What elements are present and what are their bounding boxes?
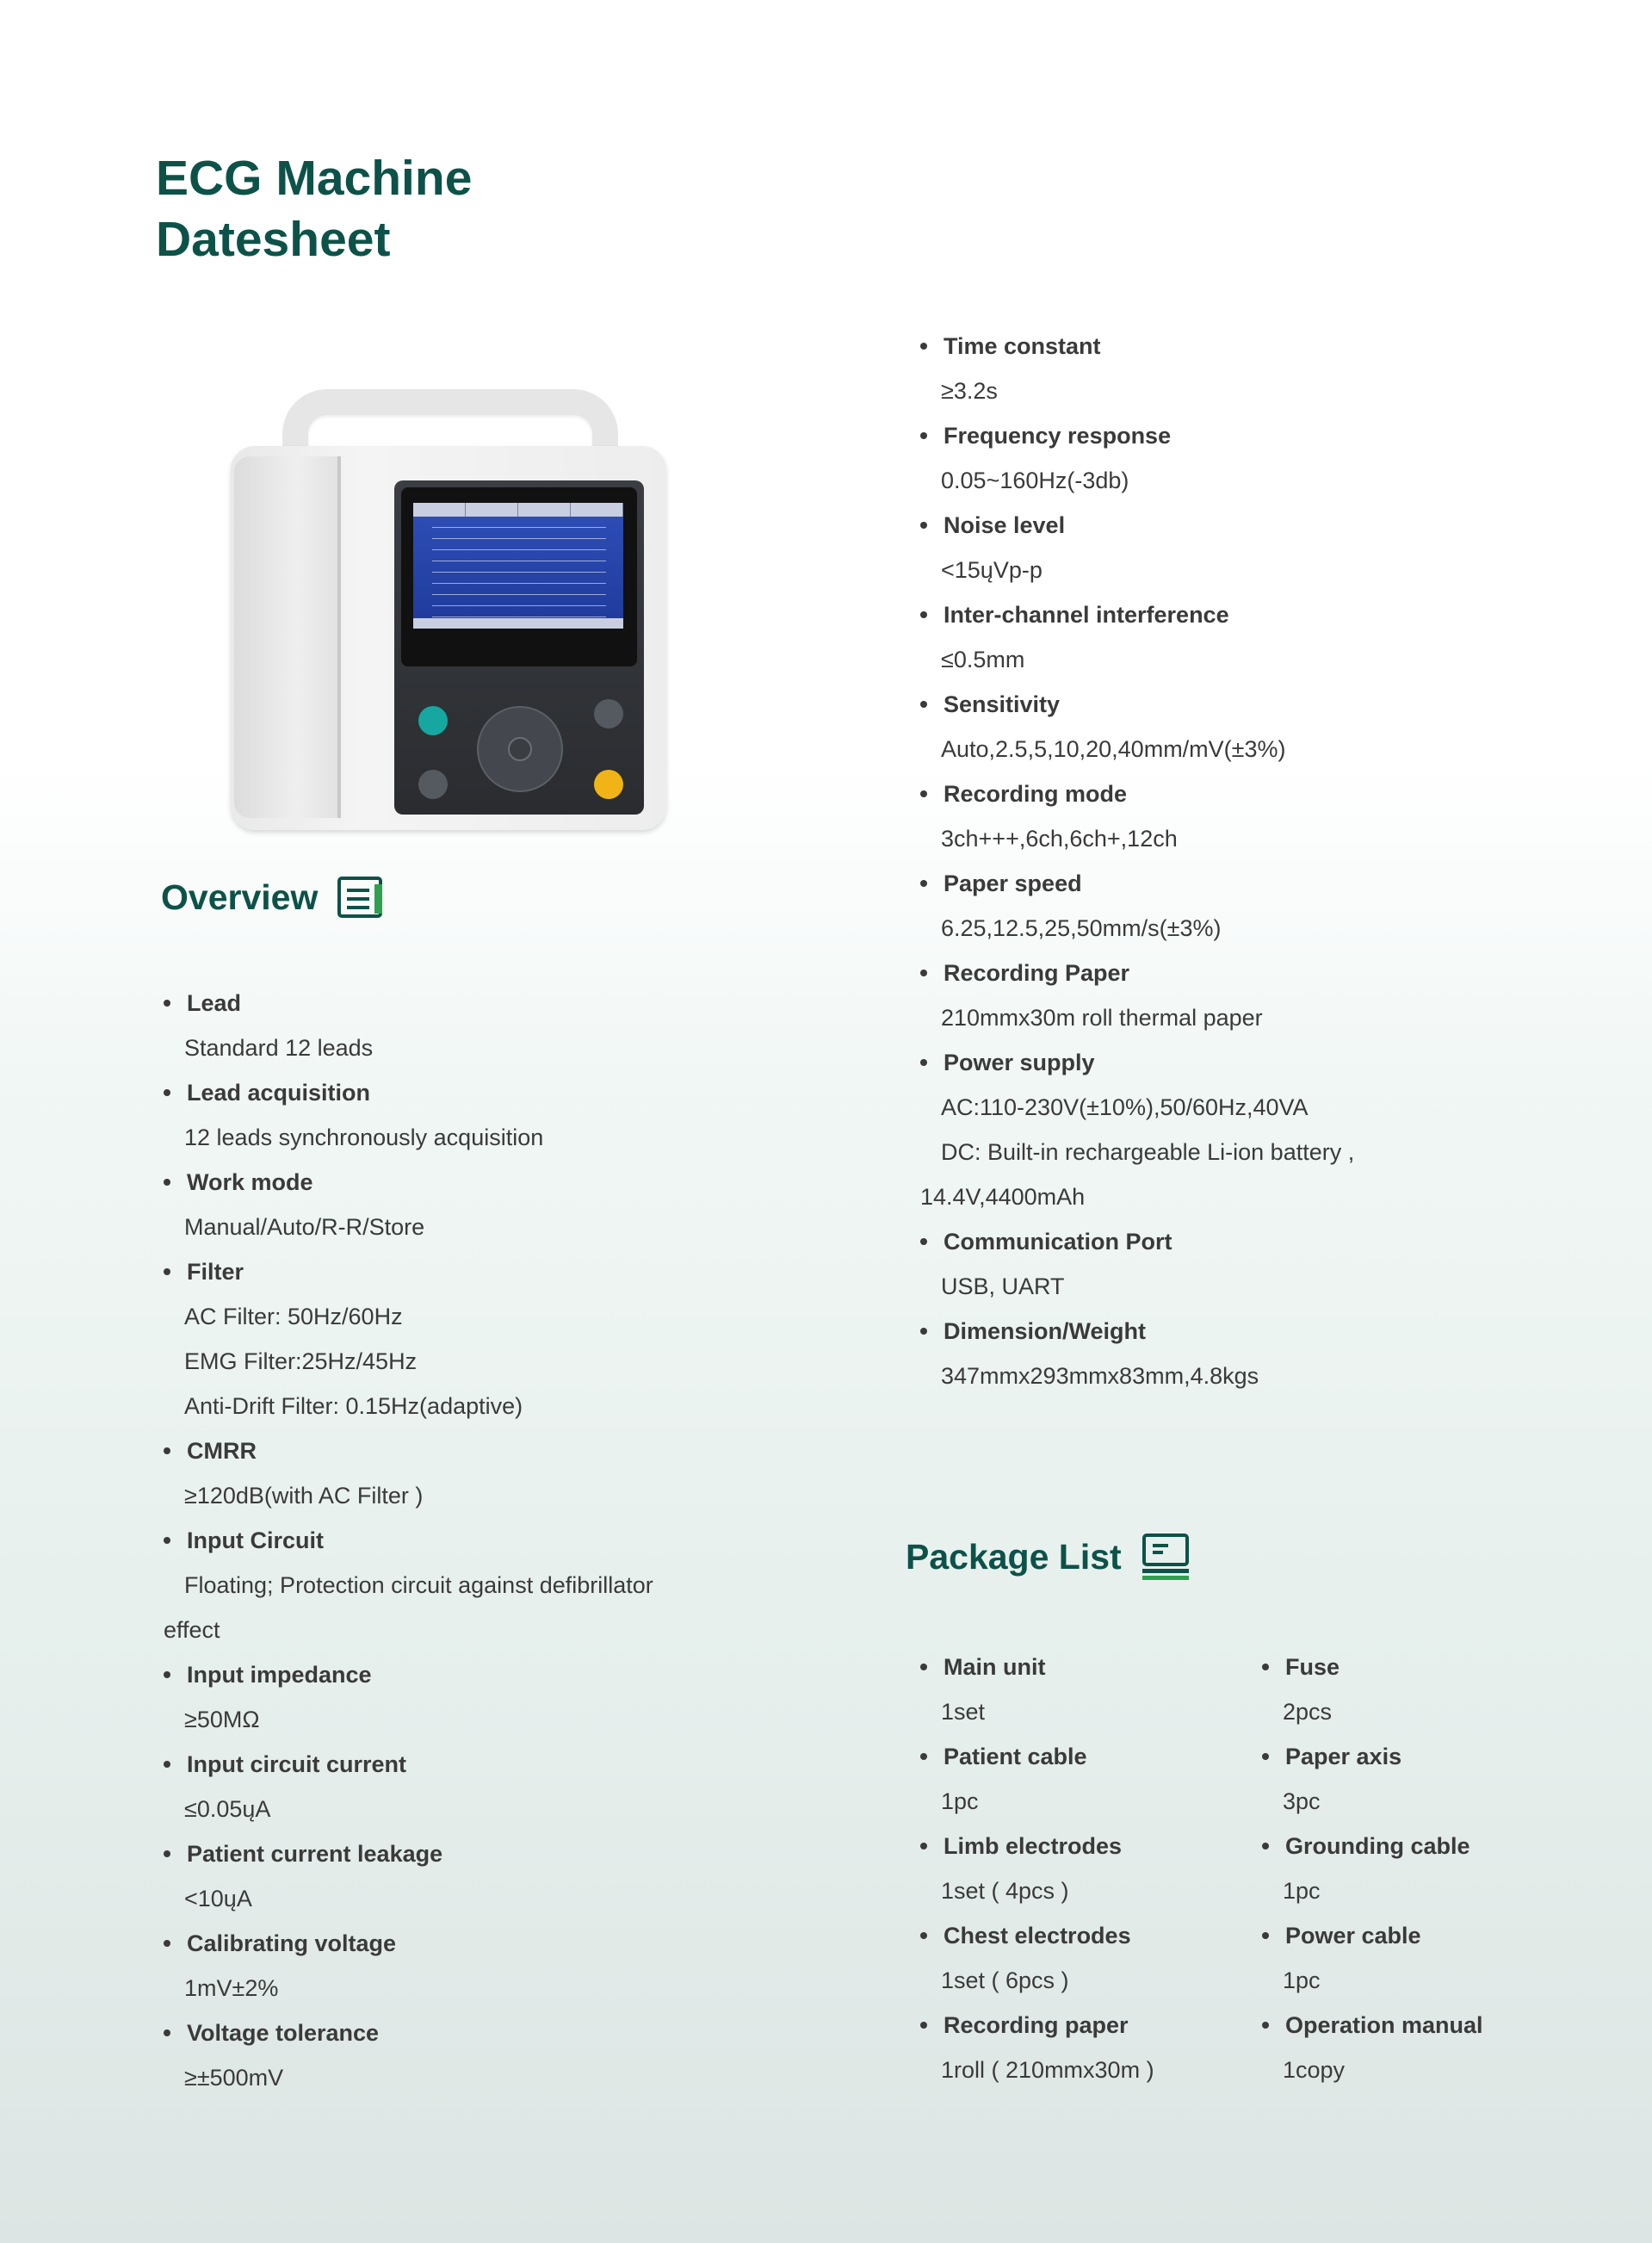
overview-heading <box>161 876 387 919</box>
spec-value: ≥120dB(with AC Filter ) <box>184 1483 424 1509</box>
laptop-icon <box>1141 1533 1191 1581</box>
spec-item <box>920 413 1540 503</box>
spec-label: Patient cable <box>920 1734 1247 1779</box>
spec-value: Auto,2.5,5,10,20,40mm/mV(±3%) <box>941 736 1286 762</box>
spec-value: 3pc <box>1283 1788 1321 1814</box>
spec-value: AC Filter: 50Hz/60Hz <box>184 1304 403 1329</box>
spec-item <box>1262 1645 1624 1734</box>
spec-item <box>164 1742 783 1831</box>
spec-value: 1roll ( 210mmx30m ) <box>941 2057 1154 2083</box>
spec-value: AC:110-230V(±10%),50/60Hz,40VA <box>941 1094 1309 1120</box>
spec-value: Floating; Protection circuit against defibrillator <box>184 1572 653 1598</box>
spec-value: Manual/Auto/R-R/Store <box>184 1214 425 1240</box>
spec-label: Limb electrodes <box>920 1824 1247 1868</box>
package-heading-text: Package List <box>906 1536 1122 1577</box>
spec-label: Filter <box>164 1249 783 1294</box>
spec-label: Input Circuit <box>164 1518 783 1563</box>
spec-item <box>164 1160 783 1249</box>
spec-label: Fuse <box>1262 1645 1624 1689</box>
spec-item <box>164 1831 783 1921</box>
spec-value: 1set ( 6pcs ) <box>941 1967 1069 1993</box>
spec-value: ≤0.05ųA <box>184 1796 271 1822</box>
spec-label: Grounding cable <box>1262 1824 1624 1868</box>
spec-value: 347mmx293mmx83mm,4.8kgs <box>941 1363 1259 1389</box>
spec-label: Paper axis <box>1262 1734 1624 1779</box>
device-screen <box>413 503 623 629</box>
spec-item <box>164 1652 783 1742</box>
spec-value: ≥50MΩ <box>184 1707 260 1732</box>
spec-label: Power cable <box>1262 1913 1624 1958</box>
spec-label: Noise level <box>920 503 1540 548</box>
device-control-panel <box>394 480 644 815</box>
spec-value-continued: effect <box>164 1617 220 1643</box>
spec-value: 1pc <box>1283 1967 1321 1993</box>
spec-item <box>1262 1824 1624 1913</box>
device-key-gray <box>418 770 448 799</box>
spec-label: Work mode <box>164 1160 783 1205</box>
spec-value-continued: 14.4V,4400mAh <box>920 1184 1086 1210</box>
spec-item <box>920 2003 1247 2092</box>
spec-item <box>920 1913 1247 2003</box>
spec-value: 6.25,12.5,25,50mm/s(±3%) <box>941 915 1222 941</box>
spec-value: 2pcs <box>1283 1699 1333 1725</box>
spec-item <box>1262 1734 1624 1824</box>
spec-label: Main unit <box>920 1645 1247 1689</box>
spec-value: 1mV±2% <box>184 1975 279 2001</box>
device-screen-bezel <box>401 487 637 666</box>
spec-label: Input impedance <box>164 1652 783 1697</box>
spec-item <box>164 2011 783 2100</box>
spec-item <box>164 1518 783 1652</box>
device-key-green <box>418 706 448 735</box>
spec-label: Recording Paper <box>920 951 1540 995</box>
spec-item <box>920 1309 1540 1398</box>
spec-item <box>164 1249 783 1428</box>
spec-value: 1set <box>941 1699 986 1725</box>
spec-value: ≥3.2s <box>941 378 998 404</box>
title-line-1: ECG Machine <box>156 151 473 206</box>
spec-value: 1copy <box>1283 2057 1346 2083</box>
spec-label: Patient current leakage <box>164 1831 783 1876</box>
spec-item <box>164 1428 783 1518</box>
spec-value: Anti-Drift Filter: 0.15Hz(adaptive) <box>184 1393 523 1419</box>
page-title <box>156 148 472 270</box>
spec-item <box>164 981 783 1070</box>
spec-label: Voltage tolerance <box>164 2011 783 2055</box>
spec-item <box>920 1734 1247 1824</box>
overview-heading-text: Overview <box>161 877 319 917</box>
spec-value: DC: Built-in rechargeable Li-ion battery , <box>941 1139 1355 1165</box>
spec-item <box>920 592 1540 682</box>
device-printer-door <box>234 456 341 818</box>
spec-label: Recording mode <box>920 771 1540 816</box>
spec-item <box>920 951 1540 1040</box>
package-heading <box>906 1533 1191 1581</box>
spec-item <box>920 1824 1247 1913</box>
spec-value: 0.05~160Hz(-3db) <box>941 468 1129 493</box>
spec-label: Dimension/Weight <box>920 1309 1540 1354</box>
spec-value: Standard 12 leads <box>184 1035 374 1061</box>
spec-label: Lead acquisition <box>164 1070 783 1115</box>
package-list-column-1 <box>920 1645 1247 2092</box>
spec-label: Power supply <box>920 1040 1540 1085</box>
spec-label: Recording paper <box>920 2003 1247 2048</box>
device-key-start <box>594 770 623 799</box>
spec-label: Input circuit current <box>164 1742 783 1787</box>
spec-label: Time constant <box>920 324 1540 369</box>
document-list-icon <box>337 876 387 919</box>
spec-item <box>920 1219 1540 1309</box>
technical-spec-list <box>920 324 1540 1398</box>
spec-value: 210mmx30m roll thermal paper <box>941 1005 1263 1031</box>
spec-item <box>164 1921 783 2011</box>
ecg-machine-image <box>231 382 666 830</box>
spec-value: 1pc <box>1283 1878 1321 1904</box>
spec-value: <15ųVp-p <box>941 557 1043 583</box>
spec-value: <10ųA <box>184 1886 252 1912</box>
spec-item <box>920 861 1540 951</box>
overview-spec-list <box>164 981 783 2100</box>
spec-item <box>920 771 1540 861</box>
spec-label: CMRR <box>164 1428 783 1473</box>
spec-item <box>920 1040 1540 1219</box>
package-list-column-2 <box>1262 1645 1624 2092</box>
device-key-patient <box>594 699 623 728</box>
spec-value: EMG Filter:25Hz/45Hz <box>184 1348 418 1374</box>
spec-value: 1pc <box>941 1788 979 1814</box>
spec-label: Calibrating voltage <box>164 1921 783 1966</box>
spec-label: Inter-channel interference <box>920 592 1540 637</box>
spec-value: 3ch+++,6ch,6ch+,12ch <box>941 826 1178 852</box>
spec-item <box>1262 2003 1624 2092</box>
spec-value: 12 leads synchronously acquisition <box>184 1125 544 1150</box>
spec-item <box>920 324 1540 413</box>
title-line-2: Datesheet <box>156 212 391 267</box>
spec-label: Chest electrodes <box>920 1913 1247 1958</box>
spec-label: Sensitivity <box>920 682 1540 727</box>
spec-label: Frequency response <box>920 413 1540 458</box>
spec-item <box>1262 1913 1624 2003</box>
spec-label: Communication Port <box>920 1219 1540 1264</box>
spec-item <box>920 503 1540 592</box>
spec-item <box>920 1645 1247 1734</box>
spec-item <box>920 682 1540 771</box>
spec-value: ≤0.5mm <box>941 647 1025 672</box>
spec-label: Operation manual <box>1262 2003 1624 2048</box>
spec-label: Paper speed <box>920 861 1540 906</box>
device-dpad <box>477 706 563 792</box>
spec-value: USB, UART <box>941 1273 1065 1299</box>
spec-value: 1set ( 4pcs ) <box>941 1878 1069 1904</box>
spec-label: Lead <box>164 981 783 1025</box>
spec-value: ≥±500mV <box>184 2065 284 2091</box>
spec-item <box>164 1070 783 1160</box>
